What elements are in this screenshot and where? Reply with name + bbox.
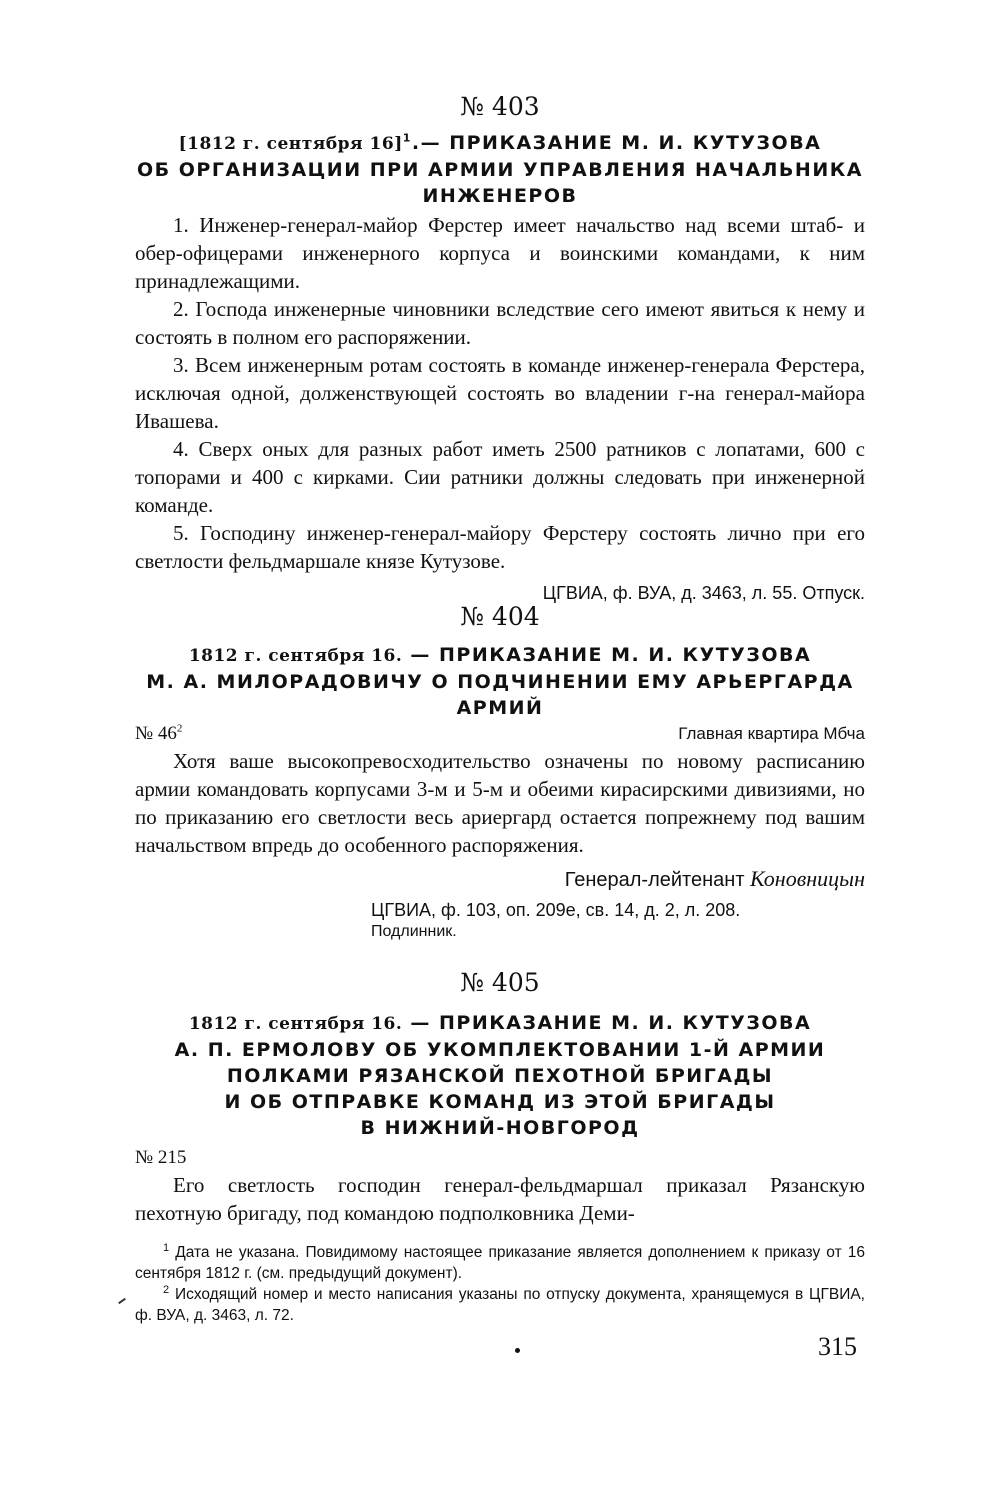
outgoing-number: № $46^2$ — [135, 722, 183, 744]
doc-title-line: А. П. ЕРМОЛОВУ ОБ УКОМПЛЕКТОВАНИИ 1-Й АРМИИ — [174, 1039, 826, 1061]
outgoing-number: № 215 — [135, 1147, 187, 1168]
paragraph: 4. Сверх оных для разных работ иметь 2500 ратников с лопатами, 600 с топорами и 400 с кирками. Сии ратники должны следовать при инженерной команде. — [135, 437, 865, 517]
paragraph: 3. Всем инженерным ротам состоять в команде инженер-генерала Ферстера, исключая одной, долженствующей состоять во владении г-на генерал-майора Ивашева. — [135, 353, 865, 433]
document-403 — [135, 92, 865, 605]
signature-name: Коновницын — [750, 866, 865, 891]
footnote-ref: 1 — [402, 131, 412, 145]
paragraph: 5. Господину инженер-генерал-майору Ферстеру состоять лично при его светлости фельдмаршале князе Кутузове. — [135, 521, 865, 573]
doc-title-line: ОБ ОРГАНИЗАЦИИ ПРИ АРМИИ УПРАВЛЕНИЯ НАЧАЛЬНИКА — [137, 159, 863, 181]
doc-number: № 405 — [460, 968, 540, 997]
footnote-ref: 2 — [176, 722, 183, 735]
print-dot — [515, 1348, 520, 1353]
archive-source: ЦГВИА, ф. 103, оп. 209е, св. 14, д. 2, л. 208. — [371, 900, 741, 920]
doc-title-line: АРМИЙ — [456, 697, 544, 719]
place-of-writing: Главная квартира Мбча — [678, 724, 865, 743]
archive-source-note: Подлинник. — [371, 923, 457, 940]
doc-title-line: — ПРИКАЗАНИЕ М. И. КУТУЗОВА — [402, 1012, 812, 1034]
footnote: $^2$ Исходящий номер и место написания указаны по отпуску документа, хранящемуся в ЦГВИА, ф. ВУА, д. 3463, л. 72. — [135, 1283, 865, 1324]
paragraph: 1. Инженер-генерал-майор Ферстер имеет начальство над всеми штаб- и обер-офицерами инженерного корпуса и воинскими командами, к ним принадлежащими. — [135, 213, 865, 293]
footnote: $^1$ Дата не указана. Повидимому настоящее приказание является дополнением к приказу от 16 сентября 1812 г. (см. предыдущий документ). — [135, 1241, 865, 1282]
signature-rank: Генерал-лейтенант — [564, 869, 751, 891]
page-number: 315 — [818, 1332, 857, 1361]
doc-title-line: .— ПРИКАЗАНИЕ М. И. КУТУЗОВА — [411, 132, 822, 154]
doc-title-line: — ПРИКАЗАНИЕ М. И. КУТУЗОВА — [402, 644, 812, 666]
doc-number: № 404 — [460, 602, 540, 631]
paragraph: Его светлость господин генерал-фельдмаршал приказал Рязанскую пехотную бригаду, под командою подполковника Деми- — [135, 1173, 865, 1225]
doc-date: [1812 г. сентября 16] — [178, 134, 403, 154]
doc-heading — [135, 1010, 865, 1037]
footnote-mark: 1 — [163, 1241, 170, 1254]
doc-title-line: М. А. МИЛОРАДОВИЧУ О ПОДЧИНЕНИИ ЕМУ АРЬЕРГАРДА — [146, 671, 854, 693]
doc-meta — [135, 1145, 865, 1171]
doc-title-line: ИНЖЕНЕРОВ — [422, 185, 578, 207]
doc-date: 1812 г. сентября 16. — [188, 1014, 403, 1034]
doc-meta — [135, 721, 865, 747]
doc-number: № 403 — [460, 92, 540, 121]
doc-title-line: И ОБ ОТПРАВКЕ КОМАНД ИЗ ЭТОЙ БРИГАДЫ — [224, 1091, 776, 1113]
document-404 — [135, 602, 865, 942]
doc-date: 1812 г. сентября 16. — [188, 646, 403, 666]
paragraph: 2. Господа инженерные чиновники вследствие сего имеют явиться к нему и состоять в полном его распоряжении. — [135, 297, 865, 349]
paragraph: Хотя ваше высокопревосходительство означены по новому расписанию армии командовать корпусами 3-м и 5-м и обеими кирасирскими дивизиями, но по приказанию его светлости весь ариергард остается попрежнему под вашим начальством впредь до особенного распоряжения. — [135, 749, 865, 857]
footnote-mark: 2 — [163, 1283, 170, 1296]
doc-heading — [135, 130, 865, 157]
doc-title-line: В НИЖНИЙ-НОВГОРОД — [360, 1117, 640, 1139]
document-405 — [135, 968, 865, 1227]
margin-mark — [118, 1298, 126, 1304]
doc-title-line: ПОЛКАМИ РЯЗАНСКОЙ ПЕХОТНОЙ БРИГАДЫ — [226, 1065, 774, 1087]
footnotes — [135, 1242, 865, 1326]
archive-source: ЦГВИА, ф. ВУА, д. 3463, л. 55. Отпуск. — [542, 583, 865, 603]
signature — [135, 865, 865, 894]
doc-heading — [135, 642, 865, 669]
archive-source-block — [135, 898, 865, 942]
